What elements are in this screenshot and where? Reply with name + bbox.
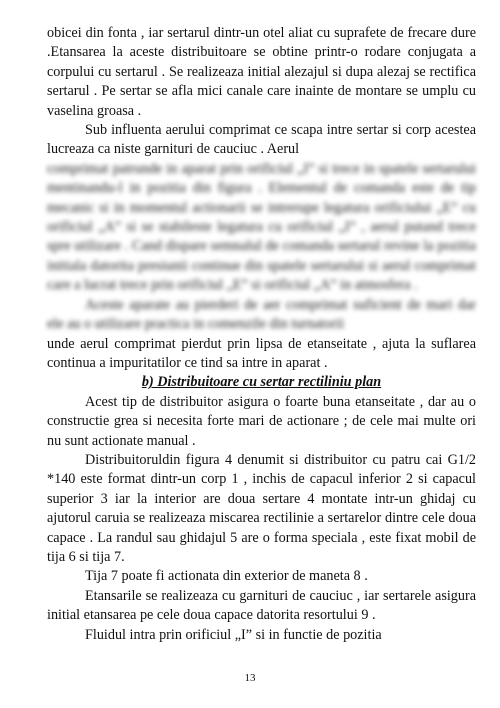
section-heading: b) Distribuitoare cu sertar rectiliniu plan xyxy=(141,374,382,391)
page-body xyxy=(47,24,476,645)
body-paragraph-2: Distribuitoruldin figura 4 denumit si distribuitor cu patru cai G1/2 *140 este format dintr-un corp 1 , inchis de capacul inferior 2 si capacul superior 3 iar la interior are doua sertare 4 montate intr-un ghidaj cu ajutorul caruia se realizeaza miscarea rectilinie a sertarelor dintre cele doua capace . La randul sau ghidajul 5 are o forma speciala , este fixat mobil de tija 6 si tija 7. xyxy=(47,451,476,565)
body-paragraph-4: Etansarile se realizeaza cu garnituri de cauciuc , iar sertarele asigura initial etansarea pe cele doua capace datorita resortului 9 . xyxy=(47,587,476,624)
page-number: 13 xyxy=(244,672,256,684)
body-paragraph-3: Tija 7 poate fi actionata din exterior de maneta 8 . xyxy=(85,568,368,585)
blurred-paragraph-1: comprimat patrunde in aparat prin orificiul „I” si trece in spatele sertarului mentinandu-l in pozitia din figura . Elementul de comanda este de tip mecanic si in momentul actionarii se intrerupe legatura orificiului „E” cu orificiul „A” si se stabileste legatura cu orificiul „I” , aerul putand trece spre utilizare . Cand dispare semnalul de comanda sertarul revine la pozitia initiala datorita presiunii continue din spatele sertarului si aerul comprimat care a lucrat trece prin orificiul „E” si orificiul „A” in atmosfera . xyxy=(47,160,476,294)
body-paragraph-5: Fluidul intra prin orificiul „I” si in functie de pozitia xyxy=(85,626,382,643)
body-paragraph-1: Acest tip de distribuitor asigura o foarte buna etanseitate , dar au o constructie grea si necesita forte mari de actionare ; de cele mai multe ori nu sunt actionate manual . xyxy=(47,393,476,449)
blurred-paragraph-2: Aceste aparate au pierderi de aer comprimat suficient de mari dar ele au o utilizare practica in comenzile din turnatorii xyxy=(47,296,476,333)
paragraph-continuation: unde aerul comprimat pierdut prin lipsa de etanseitate , ajuta la suflarea continua a impuritatilor ce tind sa intre in aparat . xyxy=(47,335,476,371)
paragraph-1: obicei din fonta , iar sertarul dintr-un otel aliat cu suprafete de frecare dure .Etansarea la aceste distribuitoare se obtine printr-o rodare conjugata a corpului cu sertarul . Se realizeaza initial alezajul si dupa alezaj se rectifica sertarul . Pe sertar se afla mici canale care inainte de montare se umplu cu vaselina groasa . xyxy=(47,25,476,119)
paragraph-2: Sub influenta aerului comprimat ce scapa intre sertar si corp acestea lucreaza ca niste garnituri de cauciuc . Aerul xyxy=(47,122,476,158)
